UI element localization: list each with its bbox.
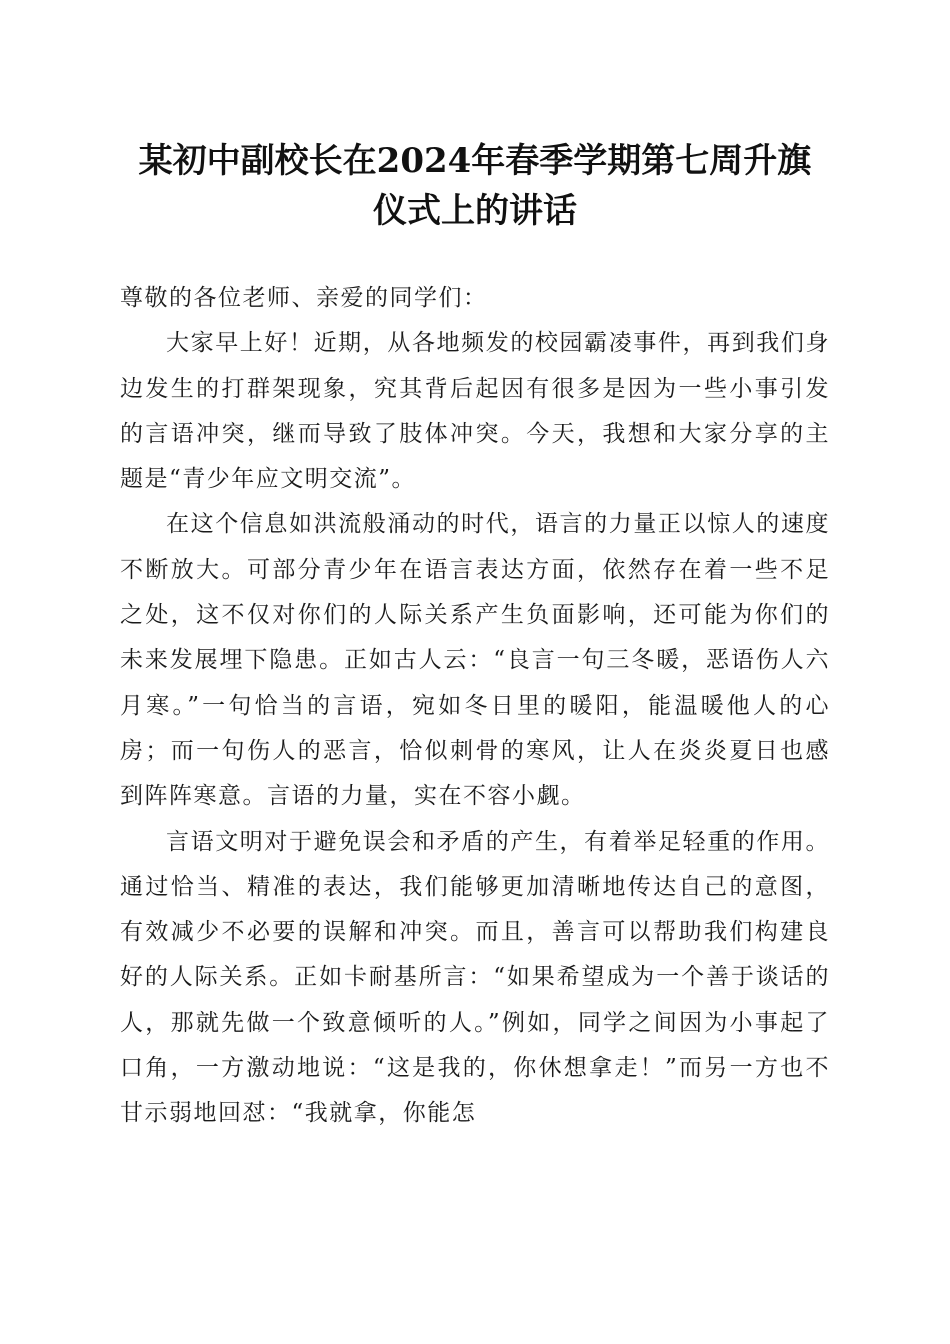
document-title xyxy=(100,136,850,236)
title-line-1: 某初中副校长在2024年春季学期第七周升旗 xyxy=(138,141,812,181)
title-line-2: 仪式上的讲话 xyxy=(373,191,577,231)
paragraph-2: 在这个信息如洪流般涌动的时代，语言的力量正以惊人的速度不断放大。可部分青少年在语言表达方面，依然存在着一些不足之处，这不仅对你们的人际关系产生负面影响，还可能为你们的未来发展埋下隐患。正如古人云：“良言一句三冬暖，恶语伤人六月寒。”一句恰当的言语，宛如冬日里的暖阳，能温暖他人的心房；而一句伤人的恶言，恰似刺骨的寒风，让人在炎炎夏日也感到阵阵寒意。言语的力量，实在不容小觑。 xyxy=(120,511,830,810)
salutation: 尊敬的各位老师、亲爱的同学们： xyxy=(120,285,488,311)
paragraph-1: 大家早上好！近期，从各地频发的校园霸凌事件，再到我们身边发生的打群架现象，究其背后起因有很多是因为一些小事引发的言语冲突，继而导致了肢体冲突。今天，我想和大家分享的主题是“青少年应文明交流”。 xyxy=(120,330,830,493)
document-body xyxy=(120,276,830,1137)
paragraph-3: 言语文明对于避免误会和矛盾的产生，有着举足轻重的作用。通过恰当、精准的表达，我们能够更加清晰地传达自己的意图，有效减少不必要的误解和冲突。而且，善言可以帮助我们构建良好的人际关系。正如卡耐基所言：“如果希望成为一个善于谈话的人，那就先做一个致意倾听的人。”例如，同学之间因为小事起了口角，一方激动地说：“这是我的，你休想拿走！”而另一方也不甘示弱地回怼：“我就拿，你能怎 xyxy=(120,828,830,1127)
